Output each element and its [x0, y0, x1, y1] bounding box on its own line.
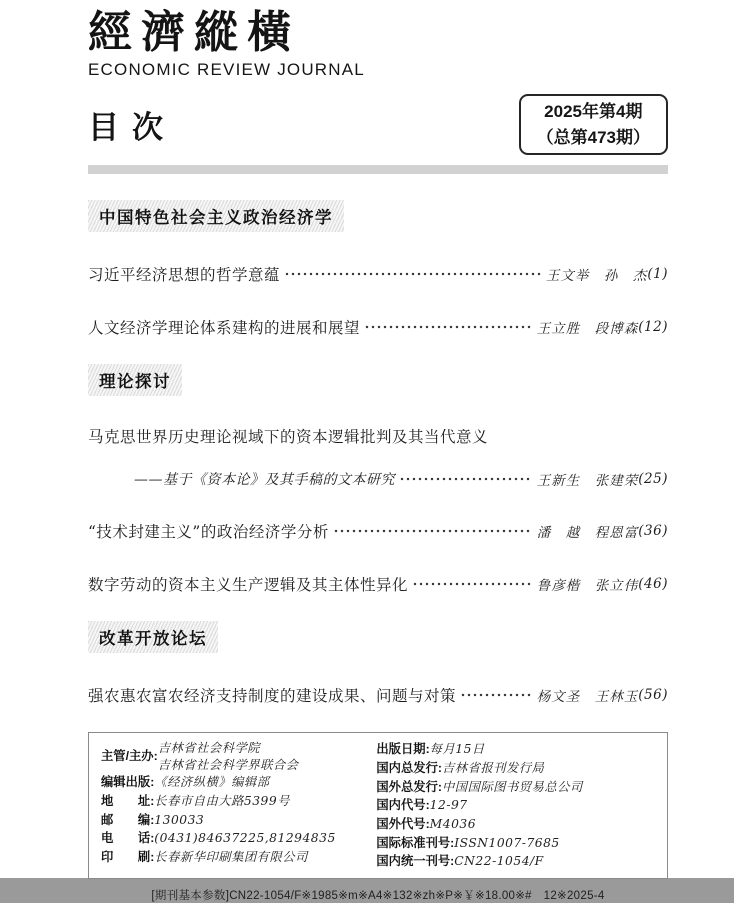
- toc-section: [88, 174, 668, 338]
- imprint-box: [88, 732, 668, 879]
- article-row: [88, 684, 668, 706]
- article-title: 马克思世界历史理论视域下的资本逻辑批判及其当代意义: [88, 428, 489, 447]
- dot-leader: [365, 325, 532, 329]
- article-row: [88, 425, 668, 447]
- dot-leader: [334, 529, 532, 533]
- imprint-row: [101, 773, 376, 792]
- article-title: 人文经济学理论体系建构的进展和展望: [88, 319, 361, 338]
- imprint-label: 编辑出版:: [101, 775, 155, 790]
- imprint-value: 12-97: [429, 798, 468, 813]
- journal-logo-english: ECONOMIC REVIEW JOURNAL: [88, 60, 365, 80]
- imprint-label: 国内统一刊号:: [376, 854, 455, 869]
- toc-list: [88, 174, 668, 706]
- header-divider-bar: [88, 165, 668, 174]
- toc-title: 目次: [88, 110, 176, 146]
- imprint-label: 主管/主办:: [101, 749, 158, 764]
- imprint-value: 中国国际图书贸易总公司: [441, 779, 583, 794]
- imprint-row: [376, 759, 663, 778]
- toc-section: [88, 338, 668, 595]
- imprint-label: 电 话:: [101, 831, 155, 846]
- imprint-row: [376, 740, 663, 759]
- toc-section: [88, 595, 668, 706]
- imprint-label: 国际标准刊号:: [376, 835, 455, 850]
- dot-leader: [285, 272, 541, 276]
- imprint-row: [376, 796, 663, 815]
- section-label: 理论探讨: [88, 364, 182, 396]
- imprint-row: [101, 848, 376, 867]
- article-page-number: (25): [638, 471, 668, 488]
- imprint-value: 130033: [154, 812, 205, 827]
- section-label: 中国特色社会主义政治经济学: [88, 200, 344, 232]
- journal-footer: [88, 732, 668, 903]
- article-page-number: (1): [647, 266, 668, 283]
- article-row: [88, 573, 668, 595]
- article-authors: 鲁彦楷 张立伟: [536, 578, 639, 595]
- imprint-value: (0431)84637225,81294835: [154, 831, 336, 846]
- imprint-label: 国内代号:: [376, 798, 430, 813]
- dot-leader: [400, 477, 532, 481]
- article-subtitle-row: [88, 469, 668, 489]
- imprint-row: [101, 740, 376, 773]
- article-title: “技术封建主义”的政治经济学分析: [88, 523, 329, 542]
- article-authors: 杨文圣 王林玉: [536, 689, 639, 706]
- article-title: 强农惠农富农经济支持制度的建设成果、问题与对策: [88, 687, 457, 706]
- imprint-value: ISSN1007-7685: [454, 835, 560, 850]
- article-title: 习近平经济思想的哲学意蕴: [88, 266, 281, 285]
- toc-header-row: [88, 94, 668, 155]
- imprint-label: 国外总发行:: [376, 779, 442, 794]
- section-label: 改革开放论坛: [88, 621, 218, 653]
- imprint-value: 吉林省社会科学院: [157, 741, 261, 756]
- journal-parameters-line: [期刊基本参数]CN22-1054/F※1985※m※A4※132※zh※P※￥※18.00※# 12※2025-4: [151, 890, 605, 902]
- imprint-row: [376, 815, 663, 834]
- dot-leader: [461, 693, 532, 697]
- article-authors: 王立胜 段博森: [536, 321, 639, 338]
- imprint-value: CN22-1054/F: [454, 854, 544, 869]
- imprint-row: [101, 829, 376, 848]
- journal-header: [88, 7, 668, 174]
- imprint-value: 每月15日: [429, 742, 485, 757]
- article-page-number: (56): [638, 687, 668, 704]
- imprint-row: [376, 852, 663, 871]
- imprint-value: 长春市自由大路5399号: [154, 794, 290, 809]
- imprint-label: 国内总发行:: [376, 760, 442, 775]
- imprint-value: 长春新华印刷集团有限公司: [154, 850, 308, 865]
- article-subtitle: ——基于《资本论》及其手稿的文本研究: [134, 472, 395, 489]
- imprint-value-stack: [158, 740, 299, 773]
- imprint-row: [101, 792, 376, 811]
- dot-leader: [413, 582, 532, 586]
- article-row: [88, 520, 668, 542]
- article-page-number: (46): [638, 576, 668, 593]
- imprint-label: 印 刷:: [101, 850, 155, 865]
- imprint-value: 吉林省社会科学界联合会: [157, 757, 299, 772]
- imprint-column-right: [376, 740, 663, 871]
- imprint-value: M4036: [429, 816, 477, 831]
- article-page-number: (36): [638, 523, 668, 540]
- article-authors: 王新生 张建荣: [536, 473, 639, 490]
- article-title: 数字劳动的资本主义生产逻辑及其主体性异化: [88, 576, 409, 595]
- imprint-column-left: [101, 740, 376, 871]
- imprint-row: [376, 834, 663, 853]
- article-row: [88, 316, 668, 338]
- imprint-label: 邮 编:: [101, 812, 155, 827]
- imprint-label: 出版日期:: [376, 742, 430, 757]
- article-authors: 王文举 孙 杰: [545, 268, 648, 285]
- imprint-value: 《经济纵横》编辑部: [154, 775, 270, 790]
- imprint-value: 吉林省报刊发行局: [441, 760, 545, 775]
- issue-total-number: （总第473期）: [536, 127, 650, 147]
- article-row: [88, 263, 668, 285]
- imprint-label: 国外代号:: [376, 816, 430, 831]
- imprint-row: [101, 811, 376, 830]
- article-page-number: (12): [638, 319, 668, 336]
- article-authors: 潘 越 程恩富: [536, 525, 639, 542]
- issue-info-box: [519, 94, 668, 155]
- imprint-row: [376, 778, 663, 797]
- imprint-label: 地 址:: [101, 794, 155, 809]
- journal-logo: 經濟縱橫: [88, 7, 300, 58]
- issue-year-number: 2025年第4期: [544, 102, 643, 122]
